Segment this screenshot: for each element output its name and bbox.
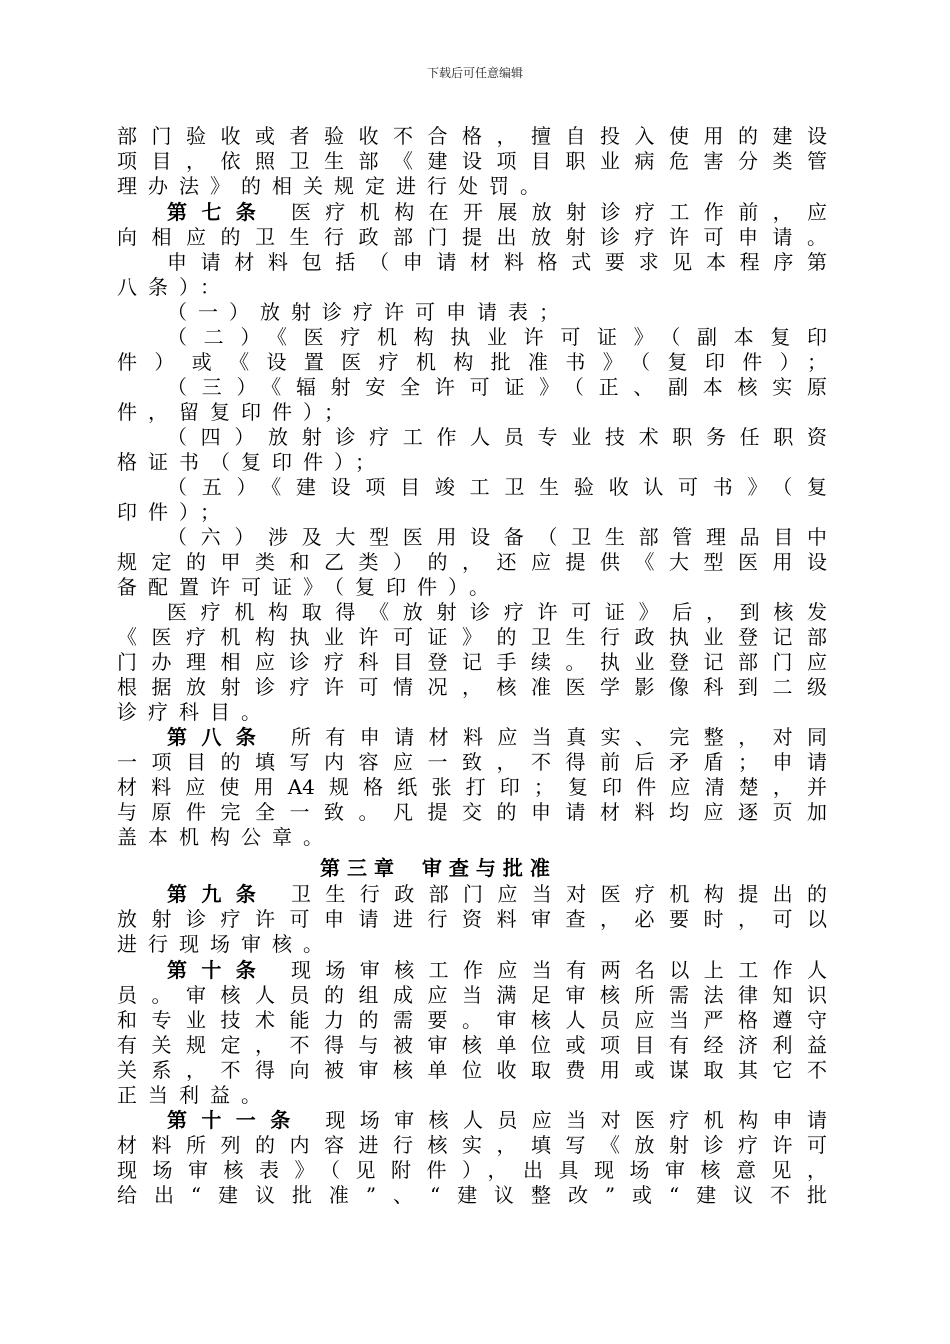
body-line: 理办法》的相关规定进行处罚。: [117, 174, 551, 198]
list-item: （四）放射诊疗工作人员专业技术职务任职资: [167, 425, 827, 449]
body-line: 放射诊疗许可申请进行资料审查，必要时，可以: [117, 907, 827, 931]
body-line: 进行现场审核。: [117, 932, 334, 956]
list-item: （三）《辐射安全许可证》（正、副本核实原: [167, 375, 827, 399]
body-line: 格证书（复印件）；: [117, 450, 386, 474]
article-11-line: 第十一条 现场审核人员应当对医疗机构申请: [167, 1108, 827, 1132]
body-line: 印件）；: [117, 500, 231, 524]
body-line: 医疗机构取得《放射诊疗许可证》后，到核发: [167, 600, 827, 624]
body-line: 与原件完全一致。凡提交的申请材料均应逐页加: [117, 800, 827, 824]
article-10-line: 第十条 现场审核工作应当有两名以上工作人: [167, 958, 827, 982]
article-number: 第七条: [167, 200, 271, 224]
article-number: 第八条: [167, 725, 271, 749]
body-line: 一项目的填写内容应一致，不得前后矛盾；申请: [117, 750, 827, 774]
body-line: 关系，不得向被审核单位收取费用或谋取其它不: [117, 1058, 827, 1082]
body-line: 盖本机构公章。: [117, 825, 334, 849]
body-line: 员。审核人员的组成应当满足审核所需法律知识: [117, 983, 827, 1007]
body-line: 备配置许可证》（复印件）。: [117, 575, 500, 599]
list-item: （六）涉及大型医用设备（卫生部管理品目中: [167, 525, 827, 549]
body-line: 《医疗机构执业许可证》的卫生行政执业登记部: [117, 625, 827, 649]
body-line: 件）或《设置医疗机构批准书》（复印件）；: [117, 350, 827, 374]
article-number: 第十条: [167, 958, 271, 982]
body-line: 现场审核表》（见附件），出具现场审核意见，: [117, 1158, 827, 1182]
body-line: 件，留复印件）；: [117, 400, 355, 424]
article-7-line: 第七条 医疗机构在开展放射诊疗工作前，应: [167, 200, 827, 224]
body-line: 项目，依照卫生部《建设项目职业病危害分类管: [117, 149, 827, 173]
body-line: 门办理相应诊疗科目登记手续。执业登记部门应: [117, 650, 827, 674]
body-line: 和专业技术能力的需要。审核人员应当严格遵守: [117, 1008, 827, 1032]
body-line: 申请材料包括（申请材料格式要求见本程序第: [167, 250, 827, 274]
article-number: 第九条: [167, 882, 271, 906]
list-item: （二）《医疗机构执业许可证》（副本复印: [167, 325, 827, 349]
body-line: 根据放射诊疗许可情况，核准医学影像科到二级: [117, 675, 827, 699]
body-line: 给出“建议批准”、“建议整改”或“建议不批: [117, 1183, 827, 1207]
chapter-heading: 第三章 审查与批准: [320, 856, 557, 880]
article-8-line: 第八条 所有申请材料应当真实、完整，对同: [167, 725, 827, 749]
article-number: 第十一条: [167, 1108, 305, 1132]
body-line: 向相应的卫生行政部门提出放射诊疗许可申请。: [117, 225, 827, 249]
body-line: 部门验收或者验收不合格，擅自投入使用的建设: [117, 124, 827, 148]
article-9-line: 第九条 卫生行政部门应当对医疗机构提出的: [167, 882, 827, 906]
list-item: （一）放射诊疗许可申请表；: [167, 300, 570, 324]
page-header: 下载后可任意编辑: [426, 66, 523, 80]
list-item: （五）《建设项目竣工卫生验收认可书》（复: [167, 475, 827, 499]
body-line: 材料应使用A4规格纸张打印；复印件应清楚，并: [117, 775, 827, 799]
body-line: 材料所列的内容进行核实，填写《放射诊疗许可: [117, 1133, 827, 1157]
body-line: 诊疗科目。: [117, 700, 272, 724]
body-line: 正当利益。: [117, 1083, 272, 1107]
body-line: 八条）：: [117, 275, 231, 299]
body-line: 有关规定，不得与被审核单位或项目有经济利益: [117, 1033, 827, 1057]
body-line: 规定的甲类和乙类）的，还应提供《大型医用设: [117, 550, 827, 574]
